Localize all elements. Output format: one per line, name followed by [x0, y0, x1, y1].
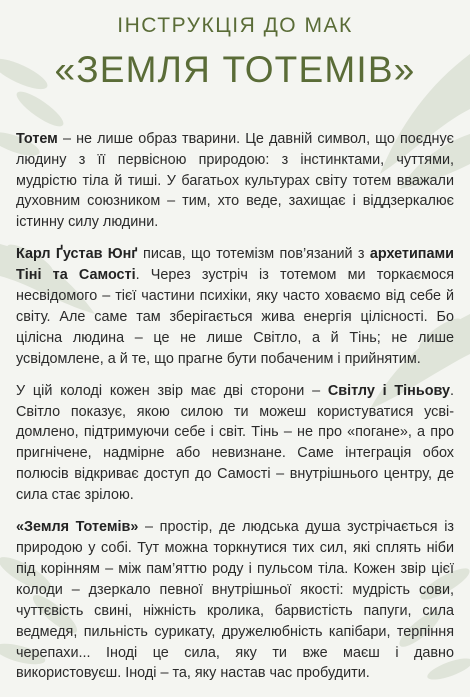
paragraph-text: – не лише образ тварини. Це давній символ, що поєднує людину з її первісною природою: з інстинктами, чуттями, мудрістю тіла й тиші. У багатьох культурах світу тотем вважали духовним союзником – тим, хто веде, захищає і віддзеркалює істинну силу людини.	[16, 130, 454, 231]
term-jung: Карл Ґустав Юнґ	[16, 246, 138, 263]
term-archetypes: архетипами Тіні та Самості	[16, 246, 454, 284]
paragraph-sides	[16, 381, 454, 506]
paragraph-text: писав, що тотемізм пов’язаний з	[137, 246, 370, 263]
page-subtitle: ІНСТРУКЦІЯ ДО МАК	[117, 14, 353, 37]
paragraph-jung	[16, 244, 454, 369]
paragraph-text: У цій колоді кожен звір має дві сторони –	[16, 382, 328, 399]
paragraph-text: . Через зустріч із тотемом ми торкаємося несвідомого – тієї частини психіки, яку часто ховаємо від себе й світу. Але саме там зберігається жива енергія цілісності. Бо цілісна людина – це не лише Світло, а й Тінь; не лише усвідомлене, а й те, що прагне бути побаченим і прийнятим.	[16, 267, 454, 367]
term-totem: Тотем	[16, 130, 58, 147]
page-title: «ЗЕМЛЯ ТОТЕМІВ»	[54, 49, 416, 90]
paragraph-text: – простір, де людська душа зустрічається із природою у собі. Тут можна торкнутися тих сил, які сплять ніби під корінням – між пам’яттю роду і пульсом тіла. Кожен звір цієї колоди – дзеркало певної внутрішньої якості: мудрість сови, чуттєвість свині, ніжність кролика, барвистість папуги, сила ведмедя, пильність сурикату, дружелюбність капібари, терпіння черепахи... Іноді це сила, яку ти вже маєш і давно використовуєш. Іноді – та, яку настав час пробудити.	[16, 519, 454, 682]
term-land-of-totems: «Земля Тотемів»	[16, 519, 139, 536]
body-text	[16, 129, 454, 685]
paragraph-totem	[16, 129, 454, 234]
paragraph-land-of-totems	[16, 517, 454, 684]
instruction-page	[0, 14, 470, 684]
paragraph-text: . Світло показує, якою силою ти можеш користуватися усвідомлено, підтримуючи себе і світ. Тінь – не про «погане», а про пригнічене, надмірне або невизнане. Саме інтеграція обох полюсів відкриває доступ до Самості – внутрішнього центру, де сила стає зрілою.	[16, 382, 454, 504]
term-light-shadow: Світлу і Тіньову	[327, 382, 450, 399]
